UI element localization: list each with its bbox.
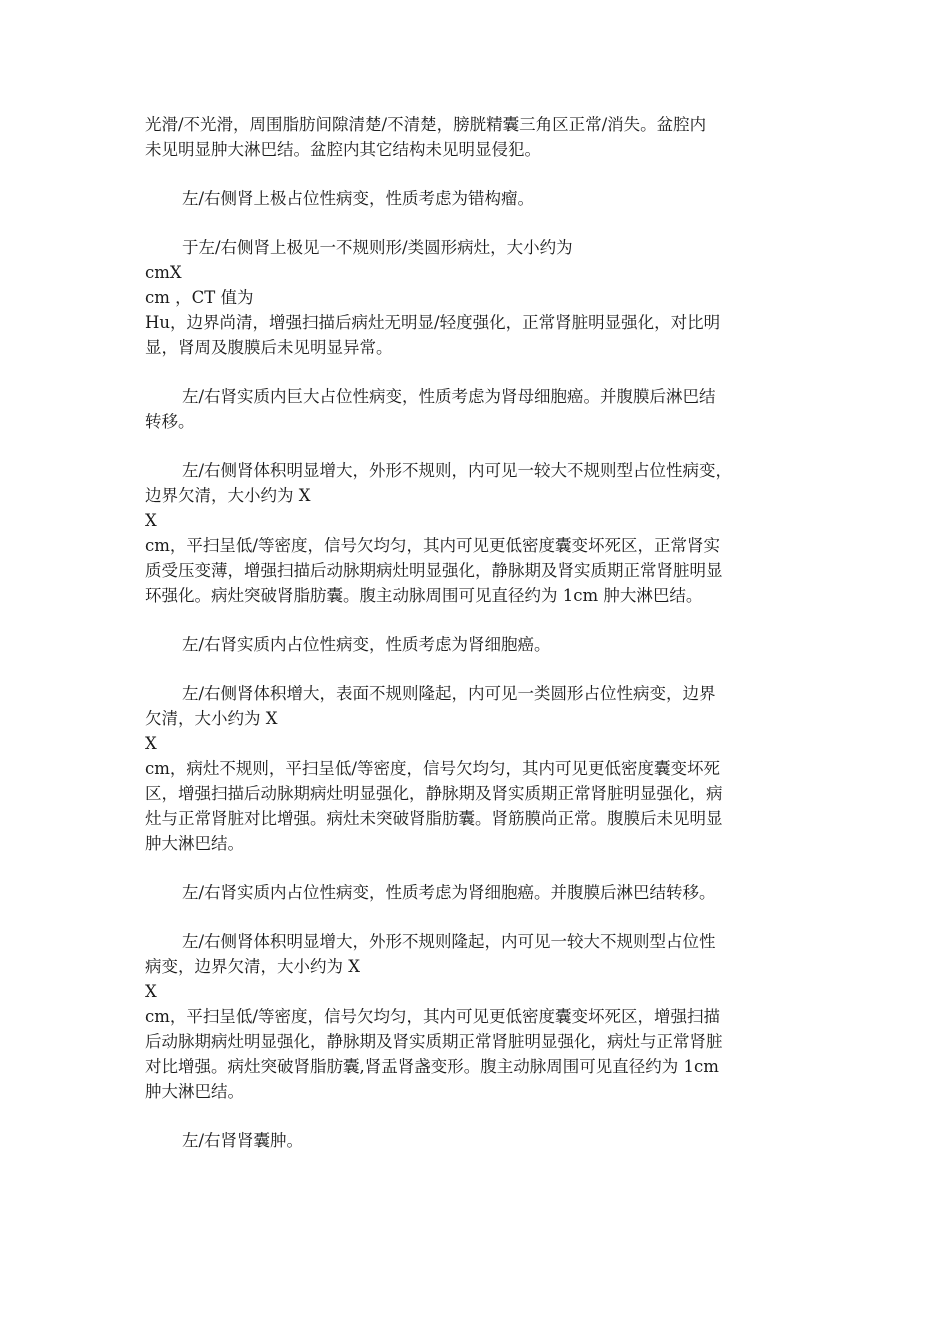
text-line: X xyxy=(145,734,157,753)
text-line: 边界欠清，大小约为 X xyxy=(145,486,311,505)
text-line: 肿大淋巴结。 xyxy=(145,834,244,853)
text-line: X xyxy=(145,982,157,1001)
text-line: cm ，CT 值为 xyxy=(145,288,254,307)
text-line: cm，病灶不规则，平扫呈低/等密度，信号欠均匀，其内可见更低密度囊变坏死 xyxy=(145,759,720,778)
text-line: 对比增强。病灶突破肾脂肪囊,肾盂肾盏变形。腹主动脉周围可见直径约为 1cm xyxy=(145,1057,719,1076)
text-line: 未见明显肿大淋巴结。盆腔内其它结构未见明显侵犯。 xyxy=(145,140,541,159)
text-line: 左/右肾实质内占位性病变，性质考虑为肾细胞癌。 xyxy=(182,635,551,654)
text-line: 左/右侧肾体积增大，表面不规则隆起，内可见一类圆形占位性病变，边界 xyxy=(182,684,716,703)
text-line: 左/右侧肾体积明显增大，外形不规则，内可见一较大不规则型占位性病变， xyxy=(182,461,733,480)
text-line: 质受压变薄，增强扫描后动脉期病灶明显强化，静脉期及肾实质期正常肾脏明显 xyxy=(145,561,723,580)
text-line: 左/右侧肾上极占位性病变，性质考虑为错构瘤。 xyxy=(182,189,535,208)
text-line: 区，增强扫描后动脉期病灶明显强化，静脉期及肾实质期正常肾脏明显强化，病 xyxy=(145,784,723,803)
paragraph-rcc-metastasis-findings xyxy=(145,929,810,1104)
paragraph-rcc-findings xyxy=(145,681,810,856)
text-line: 后动脉期病灶明显强化，静脉期及肾实质期正常肾脏明显强化，病灶与正常肾脏 xyxy=(145,1032,723,1051)
paragraph-nephroblastoma-impression xyxy=(145,384,810,434)
paragraph-angiomyolipoma-findings xyxy=(145,235,810,360)
text-line: 于左/右侧肾上极见一不规则形/类圆形病灶，大小约为 xyxy=(182,238,573,257)
text-line: Hu，边界尚清，增强扫描后病灶无明显/轻度强化，正常肾脏明显强化，对比明 xyxy=(145,313,721,332)
text-line: 左/右肾实质内占位性病变，性质考虑为肾细胞癌。并腹膜后淋巴结转移。 xyxy=(182,883,716,902)
paragraph-rcc-impression xyxy=(145,632,810,657)
text-line: 环强化。病灶突破肾脂肪囊。腹主动脉周围可见直径约为 1cm 肿大淋巴结。 xyxy=(145,586,703,605)
text-line: X xyxy=(145,511,157,530)
text-line: cm，平扫呈低/等密度，信号欠均匀，其内可见更低密度囊变坏死区，正常肾实 xyxy=(145,536,720,555)
document-page xyxy=(145,112,810,1177)
text-line: cm，平扫呈低/等密度，信号欠均匀，其内可见更低密度囊变坏死区，增强扫描 xyxy=(145,1007,720,1026)
text-line: 肿大淋巴结。 xyxy=(145,1082,244,1101)
text-line: 病变，边界欠清，大小约为 X xyxy=(145,957,360,976)
paragraph-nephroblastoma-findings xyxy=(145,458,810,608)
paragraph-angiomyolipoma-impression xyxy=(145,186,810,211)
paragraph-renal-cyst-impression xyxy=(145,1128,810,1153)
text-line: 左/右肾肾囊肿。 xyxy=(182,1131,304,1150)
text-line: 欠清，大小约为 X xyxy=(145,709,278,728)
text-line: cmX xyxy=(145,263,182,282)
paragraph-pelvic-findings xyxy=(145,112,810,162)
text-line: 灶与正常肾脏对比增强。病灶未突破肾脂肪囊。肾筋膜尚正常。腹膜后未见明显 xyxy=(145,809,723,828)
paragraph-rcc-metastasis-impression xyxy=(145,880,810,905)
text-line: 左/右侧肾体积明显增大，外形不规则隆起，内可见一较大不规则型占位性 xyxy=(182,932,716,951)
text-line: 转移。 xyxy=(145,412,195,431)
text-line: 左/右肾实质内巨大占位性病变，性质考虑为肾母细胞癌。并腹膜后淋巴结 xyxy=(182,387,716,406)
text-line: 光滑/不光滑，周围脂肪间隙清楚/不清楚，膀胱精囊三角区正常/消失。盆腔内 xyxy=(145,115,707,134)
text-line: 显，肾周及腹膜后未见明显异常。 xyxy=(145,338,393,357)
